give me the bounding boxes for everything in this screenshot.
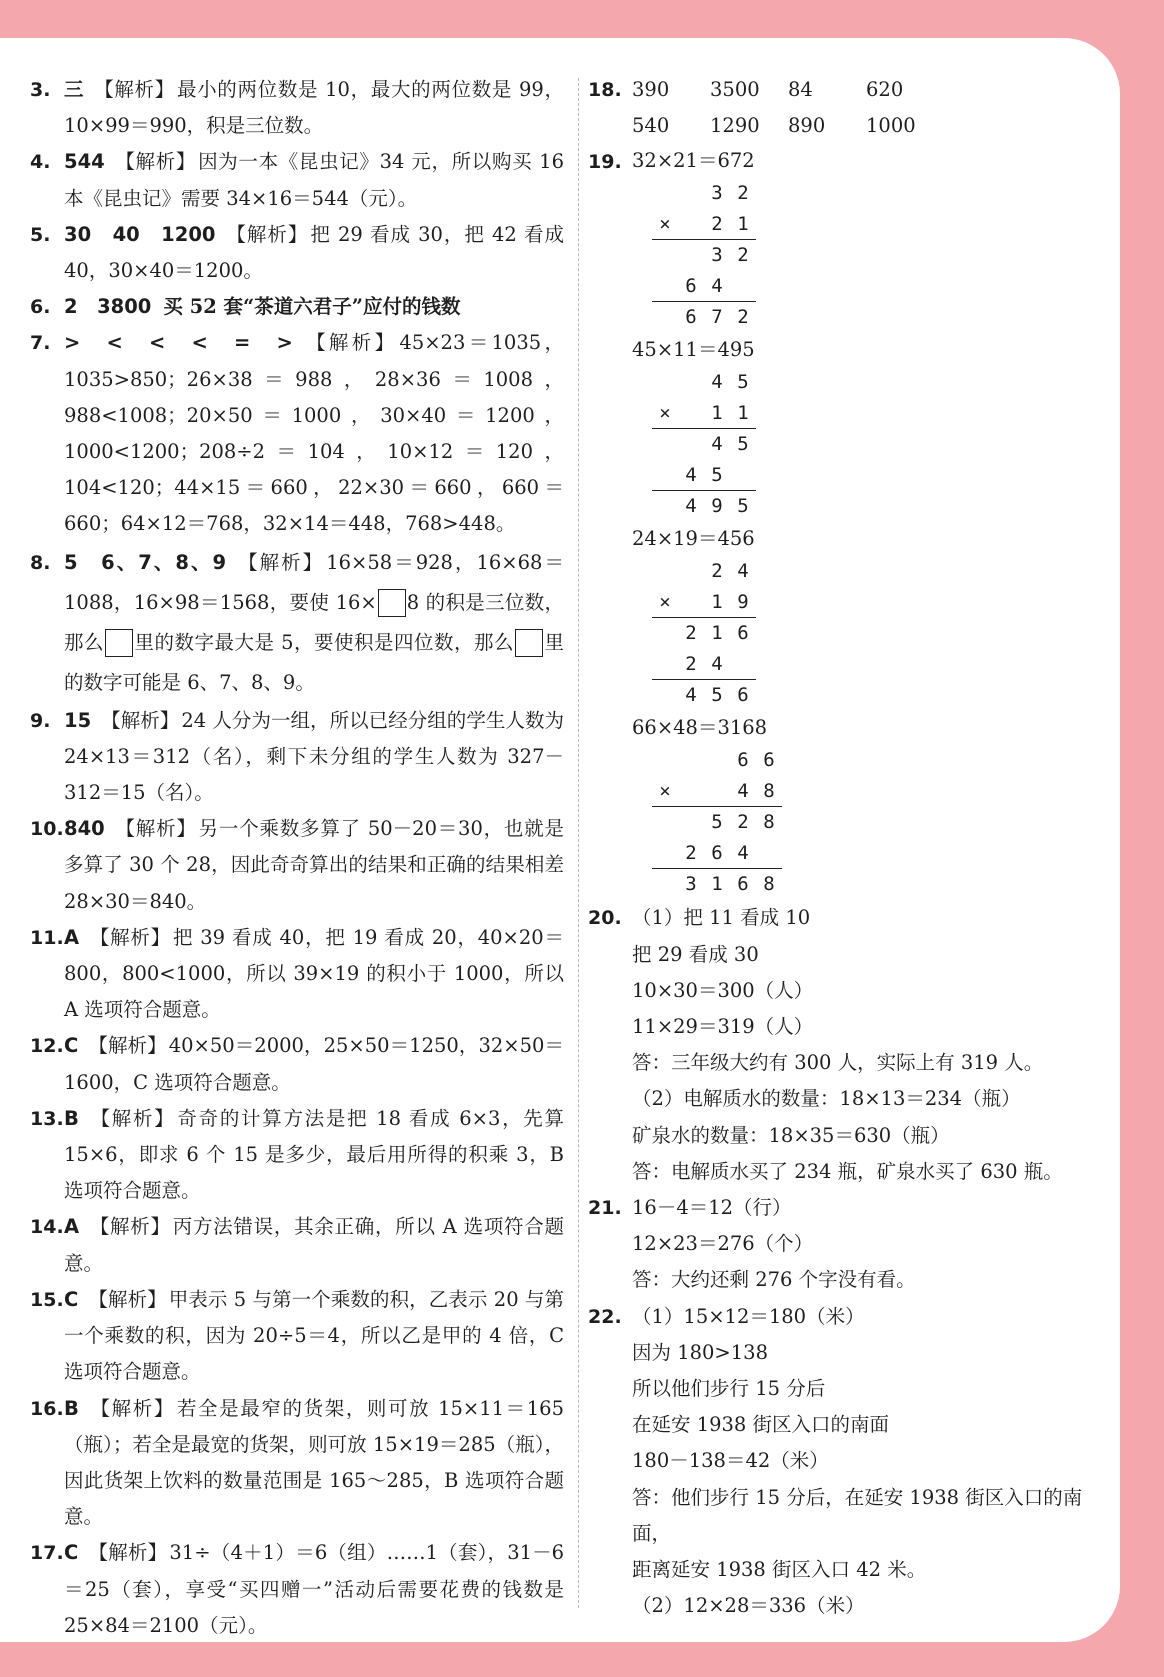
analysis-text: 24 人分为一组，所以已经分组的学生人数为 24×13＝312（名），剩下未分组的学生人数为 327－312＝15（名）。 bbox=[64, 708, 564, 805]
answer-value: 390 bbox=[632, 78, 670, 101]
calc-row bbox=[652, 776, 782, 807]
answer-item bbox=[588, 1190, 1108, 1299]
calc-digit: 1 bbox=[711, 402, 723, 425]
calc-digit: × bbox=[659, 780, 671, 803]
calc-row bbox=[652, 680, 756, 711]
solution-line: 因为 180>138 bbox=[632, 1340, 768, 1364]
answer-key: 三 bbox=[64, 78, 85, 101]
analysis-label: 【解析】 bbox=[88, 1396, 175, 1420]
item-number: 14. bbox=[30, 1216, 64, 1239]
calc-digit: 4 bbox=[737, 842, 749, 865]
analysis-text: 因为一本《昆虫记》34 元，所以购买 16 本《昆虫记》需要 34×16＝544（元）。 bbox=[64, 150, 564, 210]
item-number: 6. bbox=[30, 296, 51, 319]
calc-digit: 5 bbox=[737, 433, 749, 456]
answer-value: 540 bbox=[632, 114, 670, 138]
calc-equation: 66×48＝3168 bbox=[632, 716, 768, 740]
solution-line: 16－4＝12（行） bbox=[632, 1196, 792, 1220]
analysis-text: 若全是最窄的货架，则可放 15×11＝165（瓶）；若全是最宽的货架，则可放 15×19＝285（瓶），因此货架上饮料的数量范围是 165～285，B 选项符合题意。 bbox=[64, 1396, 564, 1529]
calc-digit: 1 bbox=[711, 622, 723, 645]
item-number: 8. bbox=[30, 551, 51, 574]
solution-line: 把 29 看成 30 bbox=[632, 942, 759, 966]
calc-digit: 6 bbox=[711, 842, 723, 865]
analysis-label: 【解析】 bbox=[88, 1106, 176, 1130]
solution-line: 180－138＝42（米） bbox=[632, 1449, 829, 1473]
calc-digit: 2 bbox=[685, 622, 697, 645]
calc-row bbox=[652, 398, 756, 429]
calc-digit: 6 bbox=[737, 749, 749, 772]
calc-digit: 2 bbox=[737, 244, 749, 267]
answer-item bbox=[30, 1209, 564, 1281]
item-number: 22. bbox=[588, 1305, 622, 1328]
vertical-calc bbox=[652, 367, 756, 522]
analysis-label: 【解析】 bbox=[114, 817, 197, 841]
item-number: 21. bbox=[588, 1197, 622, 1220]
item-number: 20. bbox=[588, 907, 622, 930]
blank-box bbox=[378, 589, 406, 617]
answer-item bbox=[30, 289, 564, 325]
item-number: 17. bbox=[30, 1542, 64, 1565]
answer-key: 5 6、7、8、9 bbox=[64, 550, 227, 574]
calc-digit: × bbox=[659, 402, 671, 425]
calc-digit: 2 bbox=[685, 653, 697, 676]
item-number: 13. bbox=[30, 1107, 64, 1130]
calc-row bbox=[652, 460, 756, 491]
calc-digit: 6 bbox=[737, 873, 749, 896]
solution-line: 答：三年级大约有 300 人，实际上有 319 人。 bbox=[632, 1051, 1044, 1075]
calc-row bbox=[652, 587, 756, 618]
calc-digit: 1 bbox=[711, 873, 723, 896]
solution-line: 所以他们步行 15 分后 bbox=[632, 1377, 826, 1401]
calc-digit: 4 bbox=[685, 684, 697, 707]
item-number: 7. bbox=[30, 332, 51, 355]
calc-row bbox=[652, 618, 756, 649]
solution-line: （2）电解质水的数量：18×13＝234（瓶） bbox=[632, 1087, 1021, 1111]
item-number: 19. bbox=[588, 151, 622, 174]
answer-key: B bbox=[64, 1396, 79, 1420]
answer-value: 3500 bbox=[710, 78, 760, 101]
calc-digit: 6 bbox=[685, 275, 697, 298]
calc-digit: 9 bbox=[711, 495, 723, 518]
answer-item bbox=[30, 1282, 564, 1391]
analysis-text: 丙方法错误，其余正确，所以 A 选项符合题意。 bbox=[64, 1215, 564, 1275]
analysis-text: 16×58＝928，16×68＝1088，16×98＝1568，要使 16× bbox=[64, 550, 564, 614]
answer-key: A bbox=[64, 1215, 80, 1239]
calc-row bbox=[652, 271, 756, 302]
calc-row bbox=[652, 869, 782, 900]
analysis-text: 40×50＝2000，25×50＝1250，32×50＝1600，C 选项符合题意。 bbox=[64, 1034, 564, 1094]
answer-value: 620 bbox=[866, 78, 904, 101]
calc-digit: 1 bbox=[711, 591, 723, 614]
item-number: 9. bbox=[30, 709, 51, 732]
analysis-text: 甲表示 5 与第一个乘数的积，乙表示 20 与第一个乘数的积，因为 20÷5＝4，所以乙是甲的 4 倍，C 选项符合题意。 bbox=[64, 1287, 564, 1384]
solution-line: 10×30＝300（人） bbox=[632, 978, 814, 1002]
calc-digit: 6 bbox=[737, 684, 749, 707]
calc-digit: 4 bbox=[685, 464, 697, 487]
calc-row bbox=[652, 838, 782, 869]
calc-row bbox=[652, 807, 782, 838]
answer-item bbox=[30, 72, 564, 144]
calc-digit: 4 bbox=[737, 560, 749, 583]
calc-digit: 3 bbox=[711, 182, 723, 205]
solution-line: （2）12×28＝336（米） bbox=[632, 1594, 865, 1618]
vertical-calculations bbox=[632, 144, 1108, 900]
item-number: 10. bbox=[30, 818, 64, 841]
answer-item bbox=[30, 217, 564, 289]
analysis-text: 里的数字最大是 5，要使积是四位数，那么 bbox=[134, 630, 514, 654]
item-number: 18. bbox=[588, 79, 622, 101]
calc-row bbox=[652, 367, 756, 398]
calc-row bbox=[652, 240, 756, 271]
calc-digit: 2 bbox=[685, 842, 697, 865]
calc-digit: 5 bbox=[737, 495, 749, 518]
analysis-text: 最小的两位数是 10，最大的两位数是 99，10×99＝990，积是三位数。 bbox=[64, 78, 564, 138]
calc-digit: × bbox=[659, 213, 671, 236]
calc-equation: 45×11＝495 bbox=[632, 338, 755, 362]
item-number: 15. bbox=[30, 1288, 64, 1311]
analysis-label: 【解析】 bbox=[225, 222, 309, 246]
answer-item bbox=[588, 900, 1108, 1190]
analysis-text: 奇奇的计算方法是把 18 看成 6×3，先算 15×6，即求 6 个 15 是多少，最后用所得的积乘 3，B 选项符合题意。 bbox=[64, 1106, 564, 1203]
calc-digit: 2 bbox=[711, 213, 723, 236]
solution-line: 距离延安 1938 街区入口 42 米。 bbox=[632, 1558, 927, 1582]
calc-row bbox=[652, 745, 782, 776]
calc-row bbox=[652, 302, 756, 333]
blank-box bbox=[515, 629, 543, 657]
solution-line: 12×23＝276（个） bbox=[632, 1232, 814, 1256]
answer-key: B bbox=[64, 1106, 79, 1130]
solution-line: 答：大约还剩 276 个字没有看。 bbox=[632, 1268, 916, 1292]
answer-item bbox=[30, 543, 564, 703]
calc-digit: 2 bbox=[737, 306, 749, 329]
item-number: 16. bbox=[30, 1397, 64, 1420]
analysis-text: 把 29 看成 30，把 42 看成 40，30×40＝1200。 bbox=[64, 222, 564, 283]
calc-digit: 6 bbox=[685, 306, 697, 329]
calc-row bbox=[652, 429, 756, 460]
calc-digit: 2 bbox=[711, 560, 723, 583]
answer-key: C bbox=[64, 1287, 79, 1311]
calc-digit: 4 bbox=[711, 653, 723, 676]
solution-line: （1）15×12＝180（米） bbox=[632, 1304, 865, 1328]
calc-digit: 4 bbox=[711, 275, 723, 298]
answer-item bbox=[30, 144, 564, 216]
calc-digit: 5 bbox=[711, 811, 723, 834]
answer-item bbox=[30, 811, 564, 920]
calc-equation: 32×21＝672 bbox=[632, 149, 755, 173]
analysis-text: 45×23＝1035，1035>850；26×38＝988，28×36＝1008，988<1008；20×50＝1000，30×40＝1200，1000<1200；208÷2＝104，10×12＝120，104<120；44×15＝660，22×30＝660，660＝660；64×12＝768，32×14＝448，768>448。 bbox=[64, 331, 564, 536]
solution-line: 在延安 1938 街区入口的南面 bbox=[632, 1413, 890, 1437]
answer-item bbox=[30, 325, 564, 542]
answer-key: 840 bbox=[64, 817, 105, 841]
calc-digit: × bbox=[659, 591, 671, 614]
answer-key: C bbox=[64, 1034, 79, 1058]
solution-line: 11×29＝319（人） bbox=[632, 1015, 814, 1039]
analysis-label: 【解析】 bbox=[302, 331, 398, 355]
calc-digit: 2 bbox=[737, 182, 749, 205]
calc-equation: 24×19＝456 bbox=[632, 527, 755, 551]
answer-value: 890 bbox=[788, 114, 826, 138]
item-number: 4. bbox=[30, 151, 51, 174]
answer-key: A bbox=[64, 925, 80, 949]
calc-digit: 1 bbox=[737, 213, 749, 236]
vertical-calc bbox=[652, 745, 782, 900]
calc-digit: 3 bbox=[685, 873, 697, 896]
calc-digit: 6 bbox=[737, 622, 749, 645]
analysis-label: 【解析】 bbox=[236, 550, 325, 574]
item-number: 11. bbox=[30, 926, 64, 949]
answer-value: 84 bbox=[788, 78, 813, 101]
column-divider bbox=[578, 78, 579, 1608]
analysis-label: 【解析】 bbox=[114, 150, 197, 174]
calc-row bbox=[652, 649, 756, 680]
item-number: 3. bbox=[30, 79, 51, 101]
answer-item bbox=[30, 1535, 564, 1644]
left-column bbox=[30, 72, 564, 1644]
analysis-label: 【解析】 bbox=[89, 925, 171, 949]
answer-page bbox=[0, 38, 1120, 1642]
calc-row bbox=[652, 556, 756, 587]
item-number: 5. bbox=[30, 223, 51, 246]
calc-digit: 4 bbox=[685, 495, 697, 518]
vertical-calc bbox=[652, 556, 756, 711]
blank-box bbox=[105, 629, 133, 657]
analysis-label: 【解析】 bbox=[101, 708, 180, 732]
calc-digit: 3 bbox=[711, 244, 723, 267]
answer-value: 1290 bbox=[710, 114, 760, 138]
calc-digit: 9 bbox=[737, 591, 749, 614]
answer-item bbox=[30, 920, 564, 1029]
answer-item bbox=[588, 144, 1108, 900]
calc-digit: 5 bbox=[737, 371, 749, 394]
calc-row bbox=[652, 491, 756, 522]
analysis-text: 买 52 套“茶道六君子”应付的钱数 bbox=[163, 295, 461, 319]
calc-row bbox=[652, 209, 756, 240]
item-number: 12. bbox=[30, 1035, 64, 1058]
solution-line: 答：他们步行 15 分后，在延安 1938 街区入口的南面， bbox=[632, 1485, 1083, 1545]
solution-line: 矿泉水的数量：18×35＝630（瓶） bbox=[632, 1123, 950, 1147]
answer-key: 30 40 1200 bbox=[64, 222, 216, 246]
analysis-label: 【解析】 bbox=[88, 1541, 168, 1565]
answer-value: 1000 bbox=[866, 114, 916, 138]
analysis-label: 【解析】 bbox=[88, 1287, 167, 1311]
answer-item bbox=[588, 72, 1108, 144]
answer-key: 15 bbox=[64, 708, 92, 732]
analysis-text: 里的数字可能是 6、7、8、9。 bbox=[64, 630, 564, 694]
calc-digit: 4 bbox=[711, 433, 723, 456]
solution-line: 答：电解质水买了 234 瓶，矿泉水买了 630 瓶。 bbox=[632, 1159, 1063, 1183]
analysis-text: 8 的积是三位数，那么 bbox=[64, 590, 564, 654]
calc-digit: 8 bbox=[763, 780, 775, 803]
answer-key: > < < < = > bbox=[64, 331, 293, 355]
answer-item bbox=[588, 1299, 1108, 1625]
calc-digit: 4 bbox=[737, 780, 749, 803]
answer-key: 544 bbox=[64, 150, 105, 174]
analysis-text: 31÷（4＋1）＝6（组）……1（套），31－6＝25（套），享受“买四赠一”活动后需要花费的钱数是 25×84＝2100（元）。 bbox=[64, 1541, 564, 1637]
calc-digit: 6 bbox=[763, 749, 775, 772]
answer-item bbox=[30, 1028, 564, 1100]
calc-digit: 4 bbox=[711, 371, 723, 394]
analysis-label: 【解析】 bbox=[89, 1215, 171, 1239]
calc-digit: 5 bbox=[711, 464, 723, 487]
calc-row bbox=[652, 178, 756, 209]
calc-digit: 1 bbox=[737, 402, 749, 425]
vertical-calc bbox=[652, 178, 756, 333]
calc-digit: 5 bbox=[711, 684, 723, 707]
analysis-text: 另一个乘数多算了 50－20＝30，也就是多算了 30 个 28，因此奇奇算出的结果和正确的结果相差 28×30＝840。 bbox=[64, 817, 564, 913]
solution-line: （1）把 11 看成 10 bbox=[632, 906, 811, 930]
answer-key: C bbox=[64, 1541, 79, 1565]
answer-item bbox=[30, 703, 564, 812]
answer-item bbox=[30, 1391, 564, 1536]
calc-digit: 2 bbox=[737, 811, 749, 834]
right-column bbox=[588, 72, 1108, 1624]
answer-item bbox=[30, 1101, 564, 1210]
analysis-label: 【解析】 bbox=[88, 1034, 167, 1058]
calc-digit: 7 bbox=[711, 306, 723, 329]
answer-key: 2 3800 bbox=[64, 295, 152, 319]
analysis-text: 把 39 看成 40，把 19 看成 20，40×20＝800，800<1000，所以 39×19 的积小于 1000，所以 A 选项符合题意。 bbox=[64, 925, 564, 1022]
analysis-label: 【解析】 bbox=[94, 78, 175, 101]
calc-digit: 8 bbox=[763, 873, 775, 896]
calc-digit: 8 bbox=[763, 811, 775, 834]
